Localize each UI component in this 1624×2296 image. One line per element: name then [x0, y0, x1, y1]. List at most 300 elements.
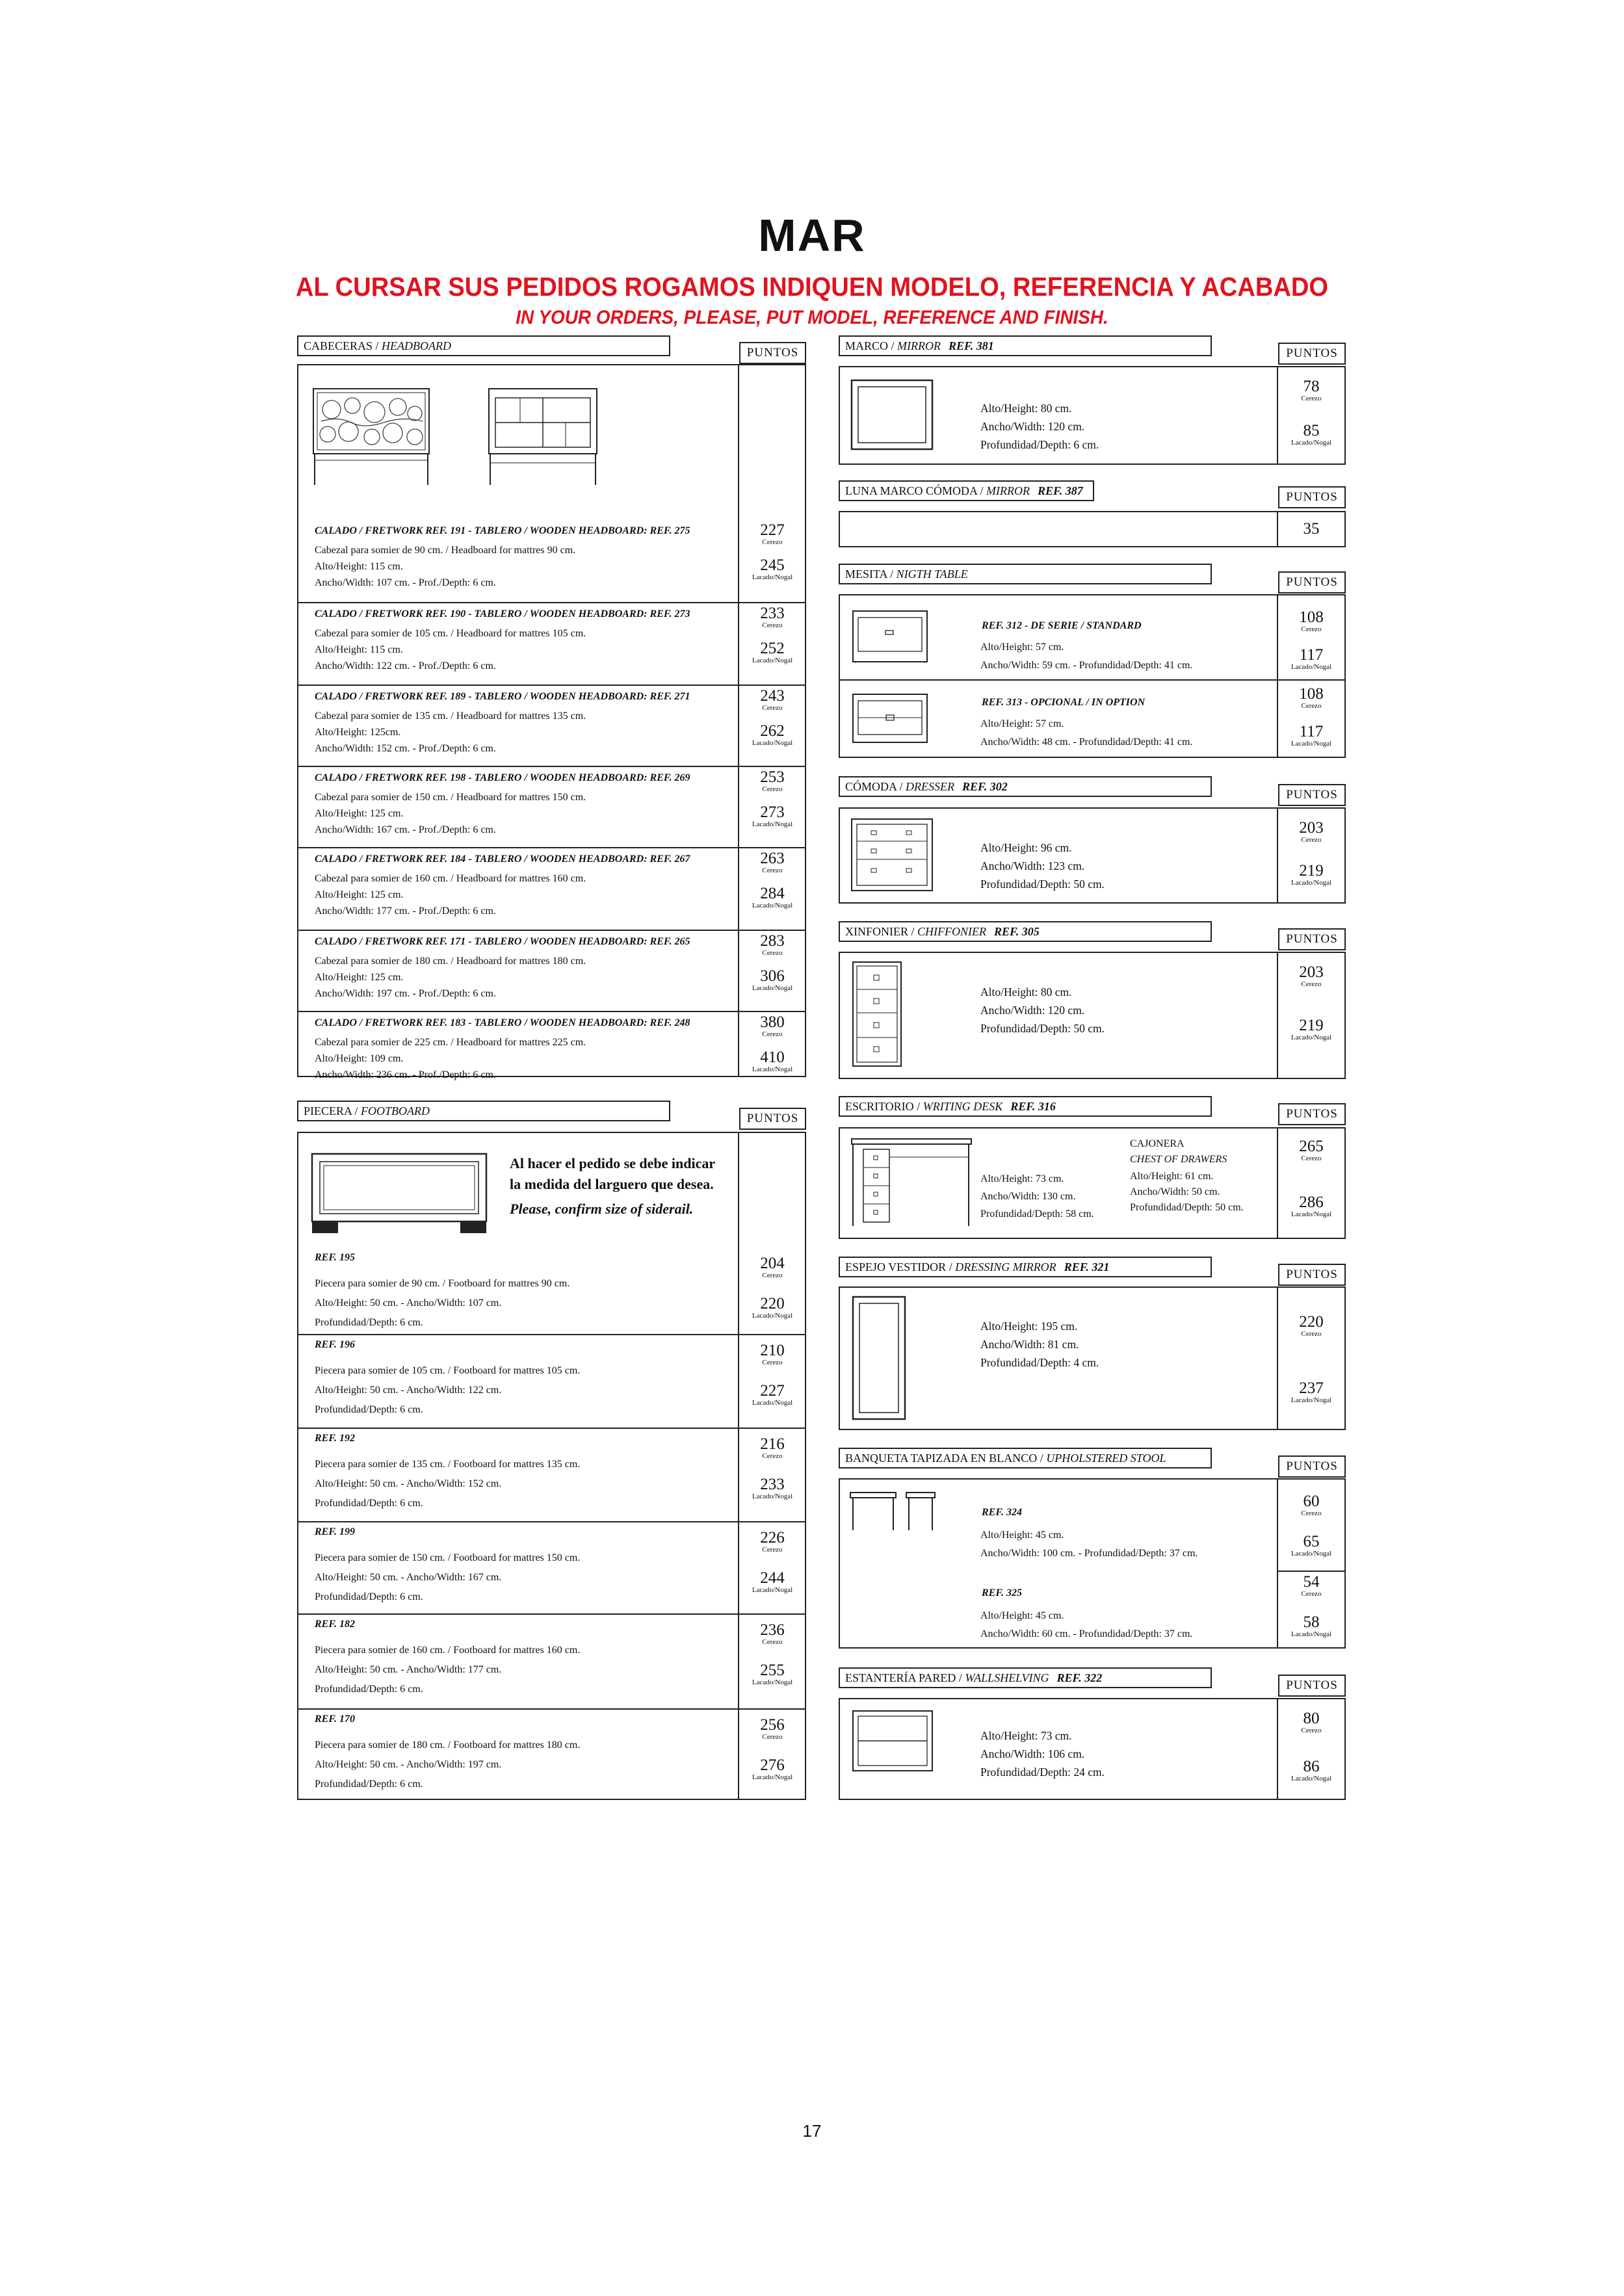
- finish-label: Cerezo: [1301, 702, 1322, 710]
- dressing-mirror-section-header: ESPEJO VESTIDOR / DRESSING MIRROR REF. 321: [839, 1257, 1212, 1277]
- page-title: MAR: [758, 210, 866, 261]
- fretwork-headboard-drawing: [312, 384, 436, 488]
- points-value: 210: [760, 1342, 785, 1359]
- headboard-points-cerezo: [740, 770, 805, 793]
- points-value: 283: [760, 932, 785, 950]
- dresser-mirror-points: [1279, 521, 1344, 537]
- finish-label: Cerezo: [762, 1546, 783, 1554]
- siderail-note-es-line2: la medida del larguero que desea.: [510, 1176, 714, 1192]
- drawers-title-es: CAJONERA: [1130, 1138, 1185, 1149]
- footboard-points-cerezo: [740, 1343, 805, 1366]
- headboard-header-es: CABECERAS: [304, 339, 373, 352]
- row-divider: [297, 685, 806, 686]
- headboard-row-line1: Cabezal para somier de 135 cm. / Headboard for mattres 135 cm.: [315, 711, 586, 722]
- points-value: 227: [760, 1382, 785, 1400]
- points-value: 262: [760, 722, 785, 740]
- shelving-drawing: [852, 1710, 935, 1773]
- chiffonier-drawing: [852, 961, 904, 1070]
- footboard-row-line1: Piecera para somier de 160 cm. / Footboard for mattres 160 cm.: [315, 1645, 581, 1656]
- points-value: 60: [1303, 1493, 1320, 1510]
- night-table-points-lacado: [1279, 647, 1344, 671]
- points-value: 65: [1303, 1533, 1320, 1550]
- footboard-row-specs: [315, 1641, 580, 1699]
- shelving-section-header: ESTANTERÍA PARED / WALLSHELVING REF. 322: [839, 1667, 1212, 1688]
- finish-label: Lacado/Nogal: [1290, 439, 1332, 447]
- night-table-row-specs: [980, 715, 1192, 751]
- footboard-row-line1: Piecera para somier de 105 cm. / Footboard for mattres 105 cm.: [315, 1365, 581, 1376]
- row-divider: [297, 1428, 806, 1429]
- headboard-row-specs: [315, 789, 586, 838]
- drawers-height: Alto/Height: 61 cm.: [1130, 1171, 1214, 1182]
- shelving-header-en: WALLSHELVING: [965, 1671, 1049, 1684]
- finish-label: Cerezo: [1301, 1590, 1322, 1598]
- footboard-row-specs: [315, 1361, 580, 1420]
- points-column-divider: [1277, 366, 1278, 465]
- points-column-divider: [1277, 594, 1278, 758]
- headboard-section-header: CABECERAS / HEADBOARD: [297, 335, 670, 356]
- chiffonier-points-cerezo: [1279, 965, 1344, 988]
- points-value: 219: [1299, 1017, 1324, 1034]
- drawers-specs: [1130, 1136, 1244, 1216]
- footboard-row-line2: Alto/Height: 50 cm. - Ancho/Width: 197 cm.: [315, 1759, 502, 1770]
- points-value: 263: [760, 850, 785, 867]
- dresser-section-header: CÓMODA / DRESSER REF. 302: [839, 776, 1212, 797]
- stool-points-lacado: [1279, 1615, 1344, 1638]
- finish-label: Cerezo: [1301, 1727, 1322, 1734]
- headboard-points-lacado: [740, 805, 805, 828]
- headboard-row-line3: Ancho/Width: 107 cm. - Prof./Depth: 6 cm.: [315, 577, 496, 588]
- footboard-row-specs: [315, 1736, 580, 1794]
- headboard-header-en: HEADBOARD: [382, 339, 452, 352]
- points-value: 108: [1299, 608, 1324, 626]
- row-divider: [297, 1011, 806, 1012]
- footboard-points-cerezo: [740, 1717, 805, 1741]
- points-value: 86: [1303, 1758, 1320, 1775]
- finish-label: Lacado/Nogal: [1290, 1210, 1332, 1218]
- shelving-ref: REF. 322: [1056, 1671, 1103, 1684]
- headboard-row-line2: Alto/Height: 115 cm.: [315, 561, 403, 572]
- chiffonier-height: Alto/Height: 80 cm.: [980, 985, 1072, 998]
- headboard-row-line3: Ancho/Width: 236 cm. - Prof./Depth: 6 cm.: [315, 1069, 496, 1080]
- headboard-row-line2: Alto/Height: 125cm.: [315, 727, 401, 738]
- row-divider: [297, 1521, 806, 1522]
- points-value: 35: [1303, 520, 1320, 538]
- finish-label: Cerezo: [1301, 1330, 1322, 1338]
- footboard-row-line2: Alto/Height: 50 cm. - Ancho/Width: 152 cm.: [315, 1478, 502, 1489]
- headboard-points-lacado: [740, 1050, 805, 1073]
- footboard-row-specs: [315, 1455, 580, 1513]
- desk-points-header: PUNTOS: [1278, 1103, 1346, 1125]
- desk-section-header: ESCRITORIO / WRITING DESK REF. 316: [839, 1096, 1212, 1117]
- desk-header-es: ESCRITORIO: [845, 1100, 914, 1113]
- dressing-mirror-header-en: DRESSING MIRROR: [955, 1260, 1056, 1273]
- finish-label: Cerezo: [1301, 1509, 1322, 1517]
- points-value: 286: [1299, 1194, 1324, 1211]
- points-column-divider: [1277, 952, 1278, 1079]
- dresser-mirror-header-es: LUNA MARCO CÓMODA: [845, 484, 978, 497]
- dresser-header-en: DRESSER: [906, 780, 955, 793]
- footboard-points-lacado: [740, 1758, 805, 1781]
- headboard-row-specs: [315, 870, 586, 919]
- finish-label: Cerezo: [762, 1452, 783, 1460]
- chiffonier-ref: REF. 305: [994, 925, 1040, 938]
- mirror-header-es: MARCO: [845, 339, 889, 352]
- points-value: 306: [760, 967, 785, 985]
- footboard-header-en: FOOTBOARD: [361, 1104, 430, 1117]
- finish-label: Lacado/Nogal: [1290, 740, 1332, 748]
- chiffonier-points-lacado: [1279, 1018, 1344, 1041]
- points-value: 219: [1299, 862, 1324, 880]
- finish-label: Lacado/Nogal: [752, 1493, 793, 1500]
- night-table-row-title: REF. 313 - OPCIONAL / IN OPTION: [982, 697, 1146, 708]
- footboard-row-ref: REF. 170: [315, 1714, 355, 1725]
- dresser-mirror-points-header: PUNTOS: [1278, 486, 1346, 508]
- finish-label: Cerezo: [762, 1030, 783, 1038]
- shelving-header-es: ESTANTERÍA PARED: [845, 1671, 956, 1684]
- shelving-width: Ancho/Width: 106 cm.: [980, 1747, 1085, 1760]
- stool-row-line1: Alto/Height: 45 cm.: [980, 1530, 1064, 1541]
- footboard-points-lacado: [740, 1383, 805, 1407]
- headboard-points-cerezo: [740, 688, 805, 712]
- finish-label: Cerezo: [762, 621, 783, 629]
- footboard-points-lacado: [740, 1571, 805, 1594]
- stool-header-es: BANQUETA TAPIZADA EN BLANCO: [845, 1452, 1038, 1465]
- finish-label: Lacado/Nogal: [1290, 879, 1332, 887]
- headboard-row-line3: Ancho/Width: 122 cm. - Prof./Depth: 6 cm.: [315, 660, 496, 672]
- footboard-row-line3: Profundidad/Depth: 6 cm.: [315, 1684, 423, 1695]
- stool-section-header: BANQUETA TAPIZADA EN BLANCO / UPHOLSTERED STOOL: [839, 1448, 1212, 1468]
- headboard-row-line3: Ancho/Width: 197 cm. - Prof./Depth: 6 cm.: [315, 988, 496, 999]
- dresser-height: Alto/Height: 96 cm.: [980, 841, 1072, 854]
- mirror-depth: Profundidad/Depth: 6 cm.: [980, 438, 1099, 451]
- headboard-row-line2: Alto/Height: 125 cm.: [315, 972, 404, 983]
- headboard-points-lacado: [740, 886, 805, 909]
- finish-label: Cerezo: [1301, 1155, 1322, 1162]
- footboard-row-specs: [315, 1274, 570, 1333]
- headboard-points-cerezo: [740, 523, 805, 546]
- stool-row-specs: [980, 1526, 1198, 1563]
- stool-row-ref: REF. 325: [982, 1587, 1022, 1598]
- headboard-row-specs: [315, 708, 586, 757]
- footboard-drawing: [311, 1147, 493, 1238]
- dresser-depth: Profundidad/Depth: 50 cm.: [980, 878, 1105, 891]
- footboard-row-ref: REF. 195: [315, 1252, 355, 1263]
- footboard-row-specs: [315, 1548, 580, 1607]
- mirror-points-header: PUNTOS: [1278, 343, 1346, 365]
- row-divider: [297, 1613, 806, 1615]
- footboard-points-cerezo: [740, 1437, 805, 1460]
- dressing-mirror-points-header: PUNTOS: [1278, 1264, 1346, 1286]
- footboard-row-line3: Profundidad/Depth: 6 cm.: [315, 1317, 423, 1328]
- dresser-width: Ancho/Width: 123 cm.: [980, 859, 1085, 872]
- desk-points-lacado: [1279, 1195, 1344, 1218]
- desk-drawing: [850, 1138, 974, 1229]
- footboard-points-header: PUNTOS: [739, 1108, 806, 1130]
- headboard-row-title: CALADO / FRETWORK REF. 184 - TABLERO / WOODEN HEADBOARD: REF. 267: [315, 854, 690, 865]
- night-table-points-lacado: [1279, 724, 1344, 748]
- points-value: 220: [760, 1295, 785, 1312]
- night-table-section-header: MESITA / NIGTH TABLE: [839, 564, 1212, 584]
- headboard-row-title: CALADO / FRETWORK REF. 198 - TABLERO / WOODEN HEADBOARD: REF. 269: [315, 772, 690, 783]
- finish-label: Cerezo: [1301, 395, 1322, 402]
- dressing-mirror-depth: Profundidad/Depth: 4 cm.: [980, 1356, 1099, 1369]
- headboard-row-title: CALADO / FRETWORK REF. 183 - TABLERO / WOODEN HEADBOARD: REF. 248: [315, 1017, 690, 1028]
- finish-label: Cerezo: [1301, 980, 1322, 988]
- points-value: 227: [760, 521, 785, 539]
- night-table-row-specs: [980, 638, 1192, 675]
- headboard-row-line1: Cabezal para somier de 105 cm. / Headboard for mattres 105 cm.: [315, 628, 586, 639]
- chiffonier-points-header: PUNTOS: [1278, 928, 1346, 950]
- shelving-points-cerezo: [1279, 1711, 1344, 1734]
- stool-row-line2: Ancho/Width: 60 cm. - Profundidad/Depth: 37 cm.: [980, 1628, 1193, 1639]
- finish-label: Lacado/Nogal: [752, 1399, 793, 1407]
- stool-points-cerezo: [1279, 1574, 1344, 1598]
- chiffonier-header-en: CHIFFONIER: [917, 925, 986, 938]
- night-table-row-title: REF. 312 - DE SERIE / STANDARD: [982, 620, 1142, 631]
- footboard-row-line1: Piecera para somier de 135 cm. / Footboard for mattres 135 cm.: [315, 1459, 581, 1470]
- dresser-mirror-ref: REF. 387: [1038, 484, 1083, 497]
- footboard-row-line3: Profundidad/Depth: 6 cm.: [315, 1404, 423, 1415]
- points-value: 58: [1303, 1613, 1320, 1631]
- points-column-divider: [738, 1132, 739, 1800]
- finish-label: Lacado/Nogal: [752, 739, 793, 747]
- headboard-row-line2: Alto/Height: 125 cm.: [315, 889, 404, 900]
- points-value: 243: [760, 687, 785, 705]
- footboard-section-header: PIECERA / FOOTBOARD: [297, 1101, 670, 1121]
- night-table-points-header: PUNTOS: [1278, 571, 1346, 594]
- dressing-mirror-points-lacado: [1279, 1381, 1344, 1404]
- headboard-row-line3: Ancho/Width: 167 cm. - Prof./Depth: 6 cm.: [315, 824, 496, 835]
- mirror-height: Alto/Height: 80 cm.: [980, 402, 1072, 415]
- mirror-points-cerezo: [1279, 379, 1344, 402]
- night-table-row-line2: Ancho/Width: 59 cm. - Profundidad/Depth: 41 cm.: [980, 660, 1193, 671]
- stool-points-header: PUNTOS: [1278, 1455, 1346, 1478]
- headboard-points-lacado: [740, 969, 805, 992]
- points-value: 80: [1303, 1710, 1320, 1727]
- finish-label: Lacado/Nogal: [752, 820, 793, 828]
- points-value: 244: [760, 1569, 785, 1587]
- points-column-divider: [1277, 1127, 1278, 1239]
- finish-label: Lacado/Nogal: [752, 902, 793, 909]
- points-column-divider: [1277, 1286, 1278, 1430]
- night-table-312-drawing: [852, 610, 930, 663]
- points-value: 233: [760, 1476, 785, 1493]
- stool-row-line1: Alto/Height: 45 cm.: [980, 1610, 1064, 1621]
- points-column-divider: [1277, 511, 1278, 547]
- drawers-width: Ancho/Width: 50 cm.: [1130, 1186, 1220, 1197]
- stool-drawing: [849, 1491, 940, 1534]
- points-value: 255: [760, 1662, 785, 1679]
- chiffonier-width: Ancho/Width: 120 cm.: [980, 1004, 1085, 1017]
- mirror-drawing: [850, 379, 935, 452]
- shelving-points-lacado: [1279, 1759, 1344, 1782]
- points-value: 203: [1299, 963, 1324, 981]
- dresser-ref: REF. 302: [962, 780, 1008, 793]
- headboard-row-title: CALADO / FRETWORK REF. 189 - TABLERO / WOODEN HEADBOARD: REF. 271: [315, 691, 690, 702]
- points-column-divider: [1277, 1698, 1278, 1800]
- points-value: 203: [1299, 819, 1324, 837]
- finish-label: Lacado/Nogal: [752, 1312, 793, 1320]
- stool-row-ref: REF. 324: [982, 1507, 1022, 1518]
- headboard-row-line2: Alto/Height: 115 cm.: [315, 644, 403, 655]
- finish-label: Lacado/Nogal: [752, 1773, 793, 1781]
- finish-label: Cerezo: [762, 1359, 783, 1366]
- dresser-points-header: PUNTOS: [1278, 784, 1346, 806]
- dresser-mirror-section-header: LUNA MARCO CÓMODA / MIRROR REF. 387: [839, 480, 1094, 501]
- night-table-header-es: MESITA: [845, 567, 887, 581]
- finish-label: Cerezo: [762, 1638, 783, 1646]
- points-value: 410: [760, 1049, 785, 1066]
- desk-width: Ancho/Width: 130 cm.: [980, 1191, 1076, 1202]
- row-divider: [297, 1708, 806, 1710]
- headboard-row-line1: Cabezal para somier de 160 cm. / Headboard for mattres 160 cm.: [315, 873, 586, 884]
- footboard-row-line3: Profundidad/Depth: 6 cm.: [315, 1779, 423, 1790]
- headboard-points-cerezo: [740, 606, 805, 629]
- desk-header-en: WRITING DESK: [923, 1100, 1003, 1113]
- footboard-row-line3: Profundidad/Depth: 6 cm.: [315, 1498, 423, 1509]
- footboard-header-es: PIECERA: [304, 1104, 352, 1117]
- finish-label: Lacado/Nogal: [1290, 1630, 1332, 1638]
- drawers-depth: Profundidad/Depth: 50 cm.: [1130, 1202, 1244, 1213]
- points-value: 284: [760, 885, 785, 902]
- finish-label: Lacado/Nogal: [752, 984, 793, 992]
- dressing-mirror-drawing: [852, 1296, 908, 1422]
- finish-label: Cerezo: [762, 949, 783, 957]
- points-value: 54: [1303, 1573, 1320, 1591]
- finish-label: Cerezo: [762, 785, 783, 793]
- row-divider: [297, 930, 806, 931]
- finish-label: Lacado/Nogal: [1290, 1034, 1332, 1041]
- headboard-row-line2: Alto/Height: 109 cm.: [315, 1053, 404, 1064]
- headboard-row-line3: Ancho/Width: 177 cm. - Prof./Depth: 6 cm.: [315, 906, 496, 917]
- dresser-points-cerezo: [1279, 820, 1344, 844]
- night-table-row-line2: Ancho/Width: 48 cm. - Profundidad/Depth: 41 cm.: [980, 737, 1193, 748]
- points-value: 245: [760, 556, 785, 574]
- footboard-row-ref: REF. 199: [315, 1526, 355, 1537]
- siderail-note-en: Please, confirm size of siderail.: [510, 1201, 694, 1217]
- points-value: 117: [1299, 646, 1324, 664]
- desk-specs: [980, 1170, 1094, 1223]
- night-table-points-cerezo: [1279, 610, 1344, 633]
- row-divider: [297, 1334, 806, 1335]
- headboard-row-specs: [315, 953, 586, 1002]
- stool-row-specs: [980, 1607, 1192, 1643]
- dresser-mirror-table: [839, 511, 1346, 547]
- points-value: 108: [1299, 685, 1324, 703]
- footboard-row-line2: Alto/Height: 50 cm. - Ancho/Width: 107 cm.: [315, 1298, 502, 1309]
- points-value: 220: [1299, 1313, 1324, 1331]
- dressing-mirror-header-es: ESPEJO VESTIDOR: [845, 1260, 947, 1273]
- order-instructions-es: AL CURSAR SUS PEDIDOS ROGAMOS INDIQUEN MODELO, REFERENCIA Y ACABADO: [295, 272, 1329, 302]
- points-value: 273: [760, 803, 785, 821]
- footboard-points-lacado: [740, 1477, 805, 1500]
- headboard-row-title: CALADO / FRETWORK REF. 171 - TABLERO / WOODEN HEADBOARD: REF. 265: [315, 936, 690, 947]
- headboard-row-line1: Cabezal para somier de 180 cm. / Headboard for mattres 180 cm.: [315, 956, 586, 967]
- mirror-points-lacado: [1279, 423, 1344, 447]
- finish-label: Lacado/Nogal: [752, 657, 793, 664]
- chiffonier-header-es: XINFONIER: [845, 925, 908, 938]
- dressing-mirror-points-cerezo: [1279, 1314, 1344, 1338]
- desk-points-cerezo: [1279, 1139, 1344, 1162]
- chiffonier-section-header: XINFONIER / CHIFFONIER REF. 305: [839, 921, 1212, 942]
- dresser-header-es: CÓMODA: [845, 780, 897, 793]
- order-instructions-en: IN YOUR ORDERS, PLEASE, PUT MODEL, REFERENCE AND FINISH.: [516, 307, 1108, 328]
- points-value: 117: [1299, 723, 1324, 740]
- finish-label: Cerezo: [1301, 836, 1322, 844]
- points-value: 216: [760, 1435, 785, 1453]
- night-table-row-line1: Alto/Height: 57 cm.: [980, 718, 1064, 729]
- headboard-row-line2: Alto/Height: 125 cm.: [315, 808, 404, 819]
- stool-row-line2: Ancho/Width: 100 cm. - Profundidad/Depth: 37 cm.: [980, 1548, 1198, 1559]
- mirror-header-en: MIRROR: [897, 339, 941, 352]
- finish-label: Cerezo: [762, 1272, 783, 1279]
- headboard-row-specs: [315, 1034, 586, 1083]
- stool-header-en: UPHOLSTERED STOOL: [1046, 1452, 1166, 1465]
- headboard-row-title: CALADO / FRETWORK REF. 190 - TABLERO / WOODEN HEADBOARD: REF. 273: [315, 608, 690, 620]
- night-table-points-cerezo: [1279, 686, 1344, 710]
- headboard-row-specs: [315, 542, 575, 591]
- finish-label: Lacado/Nogal: [1290, 1396, 1332, 1404]
- desk-ref: REF. 316: [1010, 1100, 1056, 1113]
- row-divider: [839, 679, 1346, 681]
- points-value: 252: [760, 640, 785, 657]
- row-divider: [297, 847, 806, 848]
- stool-points-cerezo: [1279, 1494, 1344, 1517]
- footboard-row-line1: Piecera para somier de 180 cm. / Footboard for mattres 180 cm.: [315, 1740, 581, 1751]
- siderail-note: [510, 1153, 715, 1220]
- finish-label: Cerezo: [762, 538, 783, 546]
- points-column-divider: [1277, 807, 1278, 904]
- headboard-row-line1: Cabezal para somier de 225 cm. / Headboard for mattres 225 cm.: [315, 1037, 586, 1048]
- dresser-drawing: [850, 818, 935, 894]
- shelving-specs: [980, 1727, 1105, 1781]
- points-value: 265: [1299, 1138, 1324, 1155]
- finish-label: Lacado/Nogal: [1290, 663, 1332, 671]
- shelving-depth: Profundidad/Depth: 24 cm.: [980, 1766, 1105, 1779]
- finish-label: Lacado/Nogal: [1290, 1775, 1332, 1782]
- finish-label: Lacado/Nogal: [752, 1586, 793, 1594]
- mirror-section-header: MARCO / MIRROR REF. 381: [839, 335, 1212, 356]
- points-value: 276: [760, 1756, 785, 1774]
- headboard-points-cerezo: [740, 851, 805, 874]
- headboard-row-line3: Ancho/Width: 152 cm. - Prof./Depth: 6 cm.: [315, 743, 496, 754]
- finish-label: Lacado/Nogal: [1290, 1550, 1332, 1558]
- wooden-headboard-drawing: [488, 384, 605, 488]
- dressing-mirror-specs: [980, 1317, 1099, 1372]
- points-value: 233: [760, 605, 785, 622]
- headboard-row-line1: Cabezal para somier de 150 cm. / Headboard for mattres 150 cm.: [315, 792, 586, 803]
- page-number: 17: [802, 2121, 822, 2141]
- points-value: 253: [760, 768, 785, 786]
- drawers-title-en: CHEST OF DRAWERS: [1130, 1154, 1227, 1165]
- headboard-row-specs: [315, 625, 586, 674]
- footboard-row-line3: Profundidad/Depth: 6 cm.: [315, 1591, 423, 1602]
- mirror-specs: [980, 399, 1099, 454]
- chiffonier-depth: Profundidad/Depth: 50 cm.: [980, 1022, 1105, 1035]
- row-divider: [297, 602, 806, 603]
- footboard-points-cerezo: [740, 1256, 805, 1279]
- points-value: 236: [760, 1621, 785, 1639]
- headboard-points-lacado: [740, 558, 805, 581]
- finish-label: Cerezo: [1301, 625, 1322, 633]
- dressing-mirror-height: Alto/Height: 195 cm.: [980, 1320, 1078, 1333]
- footboard-row-line1: Piecera para somier de 150 cm. / Footboard for mattres 150 cm.: [315, 1552, 581, 1563]
- footboard-row-line1: Piecera para somier de 90 cm. / Footboard for mattres 90 cm.: [315, 1278, 570, 1289]
- night-table-313-drawing: [852, 693, 930, 746]
- mirror-width: Ancho/Width: 120 cm.: [980, 420, 1085, 433]
- headboard-points-lacado: [740, 724, 805, 747]
- points-value: 226: [760, 1529, 785, 1546]
